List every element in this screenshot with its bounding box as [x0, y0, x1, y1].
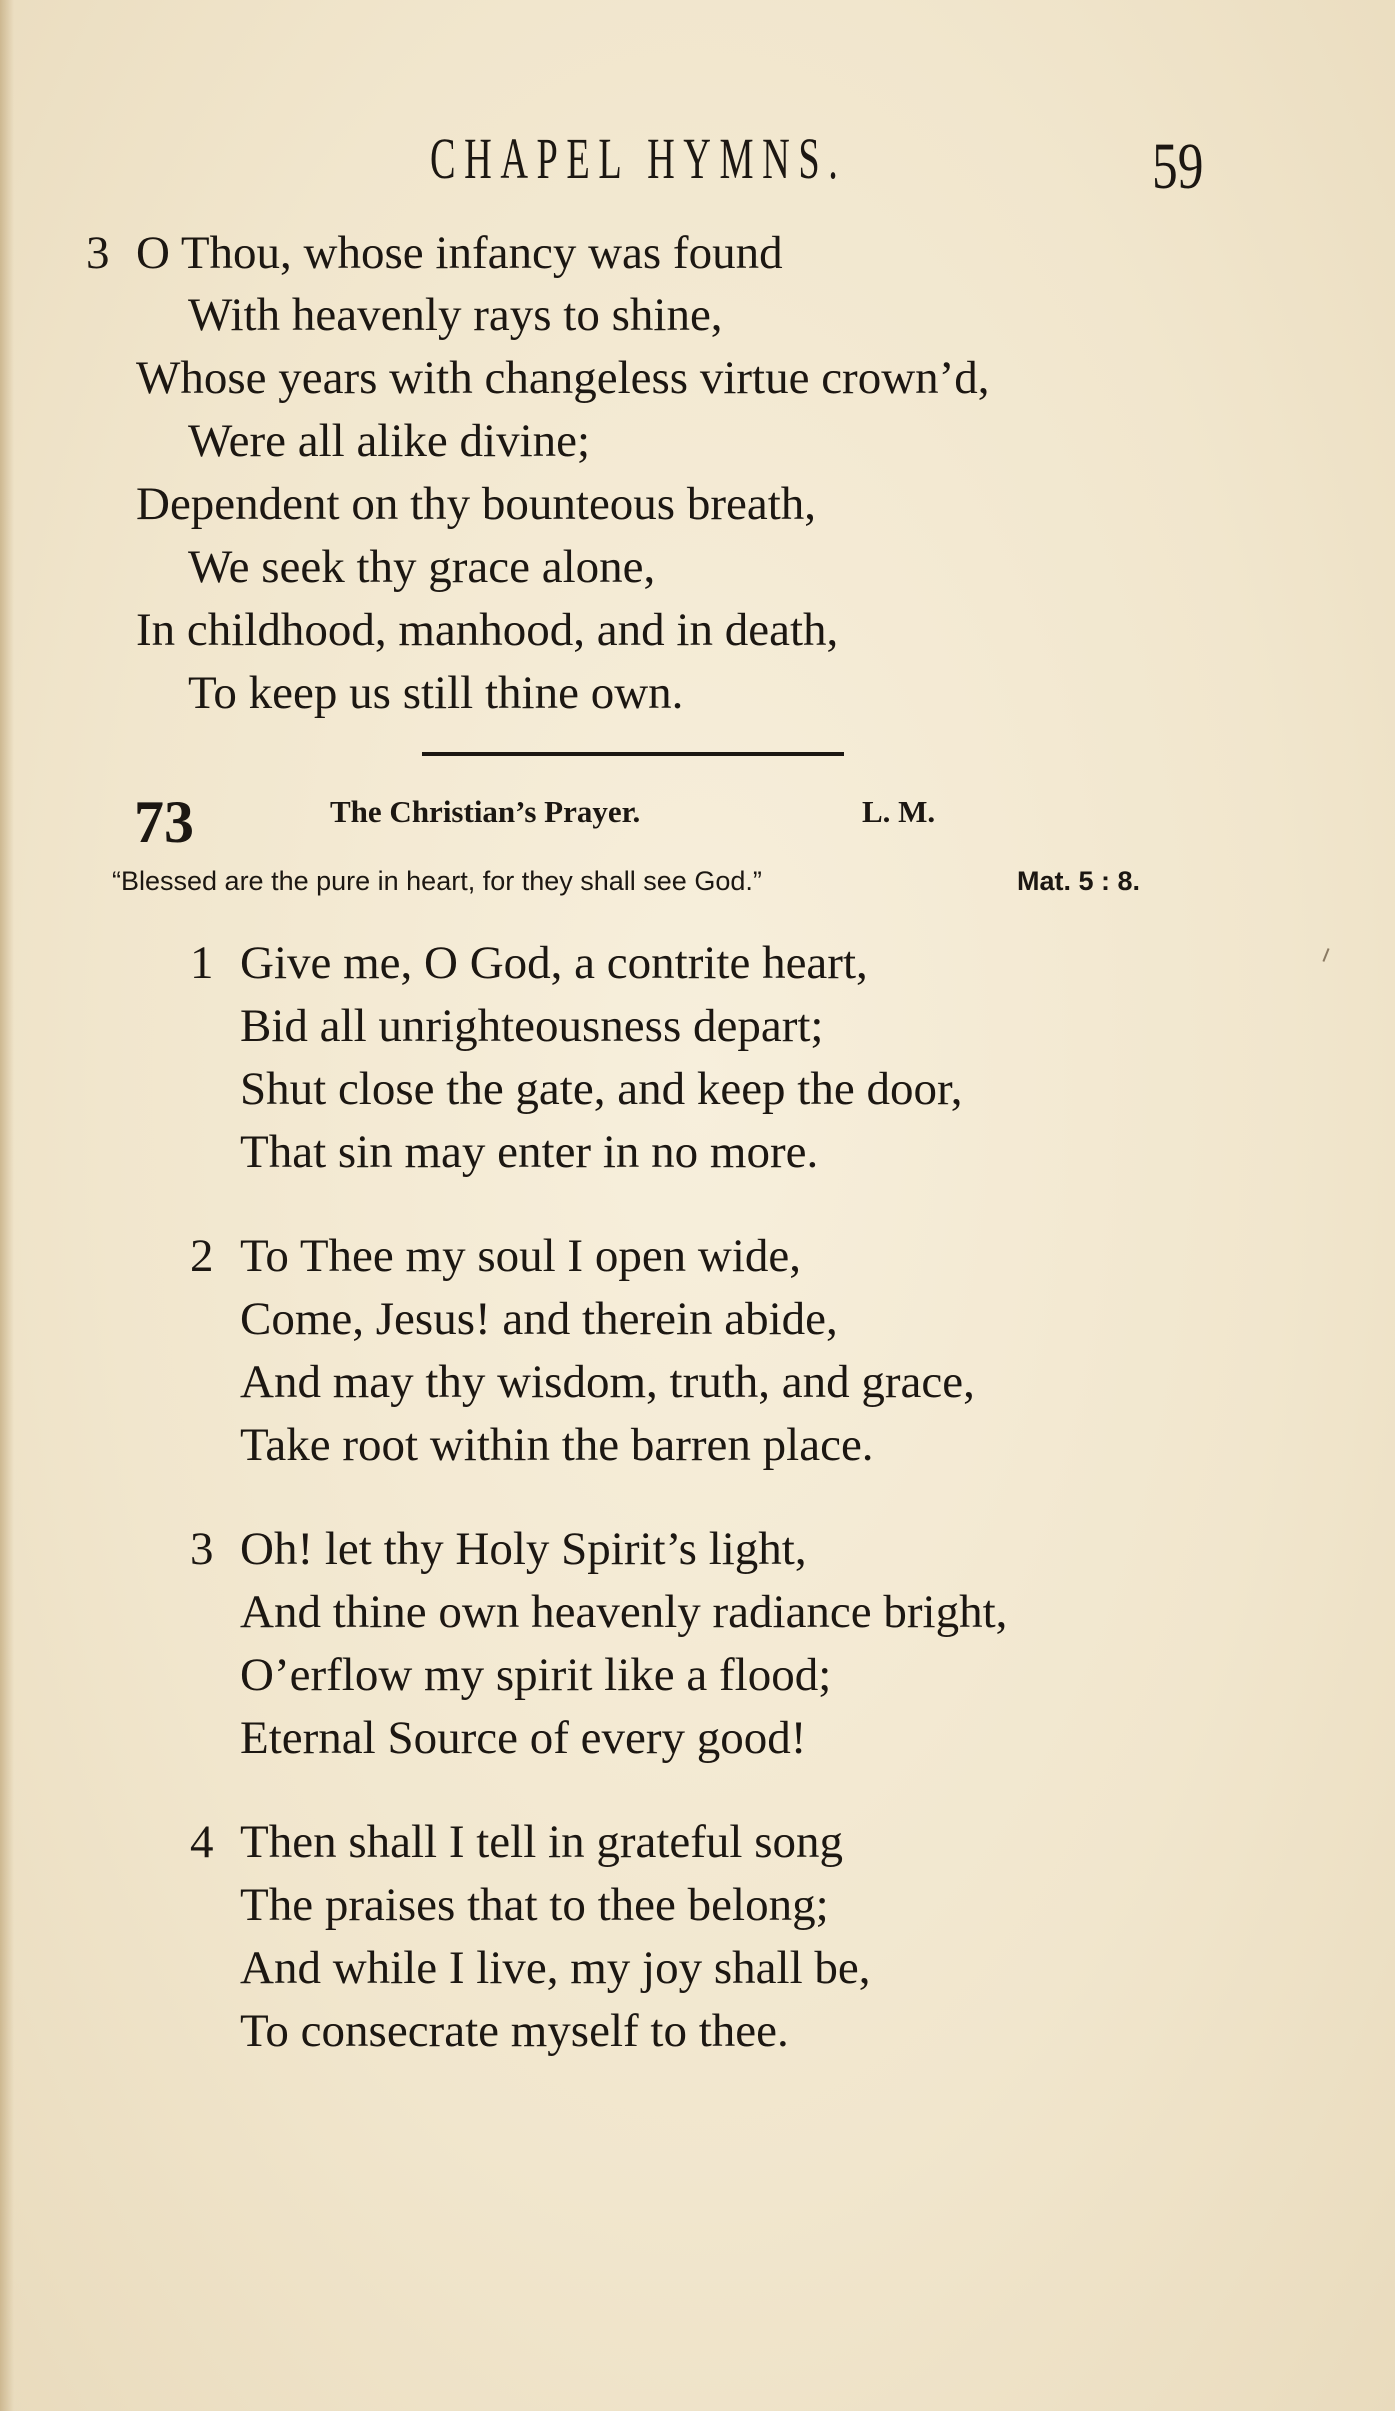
verse-line: Then shall I tell in grateful song [240, 1816, 844, 1868]
verse-line: Shut close the gate, and keep the door, [240, 1063, 963, 1115]
verse-line: Dependent on thy bounteous breath, [136, 478, 817, 530]
verse-line: We seek thy grace alone, [188, 541, 656, 593]
stanza-number: 4 [190, 1816, 214, 1868]
scripture-reference: Mat. 5 : 8. [1017, 866, 1141, 896]
verse-line: In childhood, manhood, and in death, [136, 604, 839, 656]
verse-line: That sin may enter in no more. [240, 1126, 819, 1178]
verse-line: O’erflow my spirit like a flood; [240, 1649, 832, 1701]
hymn-number: 73 [134, 789, 194, 855]
verse-line: Oh! let thy Holy Spirit’s light, [240, 1523, 807, 1575]
verse-line: With heavenly rays to shine, [188, 289, 723, 341]
stanza-number: 1 [190, 937, 214, 989]
running-title: CHAPEL HYMNS. [430, 126, 847, 191]
verse-line: Give me, O God, a contrite heart, [240, 937, 868, 989]
hymn-meter: L. M. [862, 794, 936, 829]
verse-line: Come, Jesus! and therein abide, [240, 1293, 838, 1345]
margin-mark [1322, 948, 1329, 962]
verse-line: And may thy wisdom, truth, and grace, [240, 1356, 975, 1408]
verse-line: And while I live, my joy shall be, [240, 1942, 871, 1994]
section-divider [422, 752, 844, 756]
stanza-number: 3 [190, 1523, 214, 1575]
stanza-number: 2 [190, 1230, 214, 1282]
scripture-epigraph: “Blessed are the pure in heart, for they shall see God.” [112, 866, 762, 896]
verse-line: Take root within the barren place. [240, 1419, 874, 1471]
verse-line: Were all alike divine; [188, 415, 591, 467]
hymn-title: The Christian’s Prayer. [330, 794, 641, 829]
verse-line: To Thee my soul I open wide, [240, 1230, 802, 1282]
stanza-number: 3 [86, 227, 110, 279]
verse-line: Whose years with changeless virtue crown’d, [136, 352, 990, 404]
page-edge-shadow [0, 0, 14, 2411]
verse-line: The praises that to thee belong; [240, 1879, 829, 1931]
verse-line: To consecrate myself to thee. [240, 2005, 789, 2057]
verse-line: Eternal Source of every good! [240, 1712, 807, 1764]
verse-line: O Thou, whose infancy was found [136, 227, 783, 279]
verse-line: To keep us still thine own. [188, 667, 684, 719]
verse-line: Bid all unrighteousness depart; [240, 1000, 824, 1052]
page-number: 59 [1152, 130, 1204, 203]
verse-line: And thine own heavenly radiance bright, [240, 1586, 1008, 1638]
